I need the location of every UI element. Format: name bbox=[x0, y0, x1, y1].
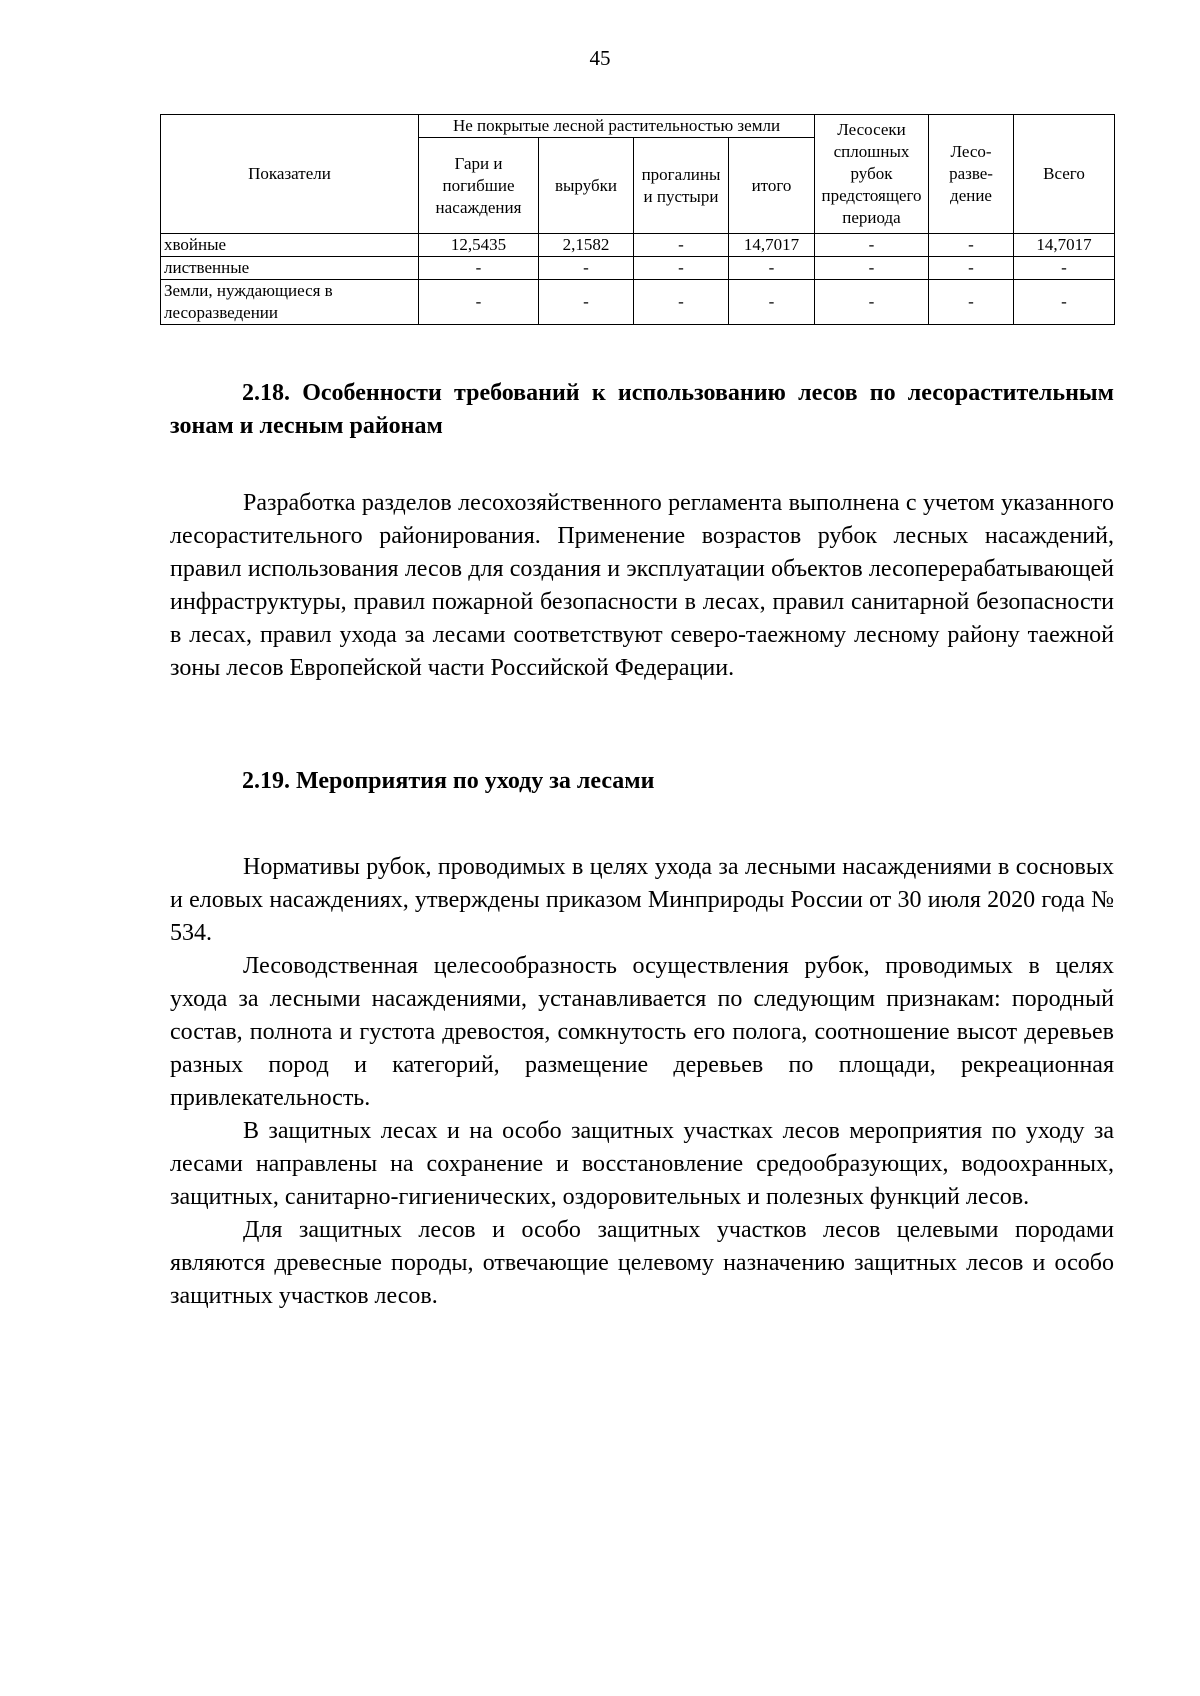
table-cell: - bbox=[729, 257, 815, 280]
table-header-row bbox=[161, 115, 1115, 138]
header-clearings: вырубки bbox=[539, 138, 634, 234]
row-label: лиственные bbox=[161, 257, 419, 280]
table-cell: - bbox=[419, 280, 539, 325]
paragraph: Для защитных лесов и особо защитных участков лесов целевыми породами являются древесные породы, отвечающие целевому назначению защитных лесов и особо защитных участков лесов. bbox=[170, 1217, 1114, 1309]
table-cell: - bbox=[729, 280, 815, 325]
paragraph: В защитных лесах и на особо защитных участках лесов мероприятия по уходу за лесами направлены на сохранение и восстановление средообразующих, водоохранных, защитных, санитарно-гигиенических, оздоровительных и полезных функций лесов. bbox=[170, 1118, 1114, 1210]
table-cell: - bbox=[634, 234, 729, 257]
row-label: Земли, нуждающиеся в лесоразведении bbox=[161, 280, 419, 325]
header-glades-wastelands: прогалины и пустыри bbox=[634, 138, 729, 234]
table-cell: - bbox=[815, 280, 929, 325]
section-body-2-18 bbox=[170, 487, 1114, 685]
paragraph: Разработка разделов лесохозяйственного регламента выполнена с учетом указанного лесорастительного районирования. Применение возрастов рубок лесных насаждений, правил использования лесов для создания и эксплуатации объектов лесоперерабатывающей инфраструктуры, правил пожарной безопасности в лесах, правил санитарной безопасности в лесах, правил ухода за лесами соответствуют северо-таежному лесному району таежной зоны лесов Европейской части Российской Федерации. bbox=[170, 490, 1114, 681]
table-row bbox=[161, 280, 1115, 325]
header-burnt-dead-stands: Гари и погибшие насаждения bbox=[419, 138, 539, 234]
header-reforestation: Лесо- разве- дение bbox=[929, 115, 1014, 234]
table-cell: - bbox=[929, 257, 1014, 280]
table-cell: - bbox=[1014, 257, 1115, 280]
table-cell: 2,1582 bbox=[539, 234, 634, 257]
header-total: Всего bbox=[1014, 115, 1115, 234]
header-subtotal: итого bbox=[729, 138, 815, 234]
table-cell: 12,5435 bbox=[419, 234, 539, 257]
table-cell: 14,7017 bbox=[729, 234, 815, 257]
header-indicators: Показатели bbox=[161, 115, 419, 234]
section-heading-2-18: 2.18. Особенности требований к использованию лесов по лесорастительным зонам и лесным районам bbox=[170, 380, 1114, 439]
table-cell: - bbox=[929, 234, 1014, 257]
page-number: 45 bbox=[589, 46, 611, 70]
table-cell: - bbox=[1014, 280, 1115, 325]
land-category-table bbox=[160, 114, 1115, 325]
table-cell: - bbox=[634, 257, 729, 280]
table-cell: - bbox=[634, 280, 729, 325]
row-label: хвойные bbox=[161, 234, 419, 257]
table-cell: - bbox=[419, 257, 539, 280]
section-body-2-19 bbox=[170, 851, 1114, 1313]
table-cell: - bbox=[929, 280, 1014, 325]
table-cell: - bbox=[539, 257, 634, 280]
table-row bbox=[161, 257, 1115, 280]
paragraph: Лесоводственная целесообразность осуществления рубок, проводимых в целях ухода за лесными насаждениями, устанавливается по следующим признакам: породный состав, полнота и густота древостоя, сомкнутость его полога, соотношение высот деревьев разных пород и категорий, размещение деревьев по площади, рекреационная привлекательность. bbox=[170, 953, 1114, 1111]
table-cell: 14,7017 bbox=[1014, 234, 1115, 257]
table-cell: - bbox=[815, 234, 929, 257]
table-cell: - bbox=[539, 280, 634, 325]
table-row bbox=[161, 234, 1115, 257]
section-heading-2-19: 2.19. Мероприятия по уходу за лесами bbox=[242, 768, 655, 794]
header-uncovered-lands: Не покрытые лесной растительностью земли bbox=[419, 115, 815, 138]
header-clearcut-areas: Лесосеки сплошных рубок предстоящего периода bbox=[815, 115, 929, 234]
table-cell: - bbox=[815, 257, 929, 280]
paragraph: Нормативы рубок, проводимых в целях ухода за лесными насаждениями в сосновых и еловых насаждениях, утверждены приказом Минприроды России от 30 июля 2020 года № 534. bbox=[170, 854, 1114, 946]
